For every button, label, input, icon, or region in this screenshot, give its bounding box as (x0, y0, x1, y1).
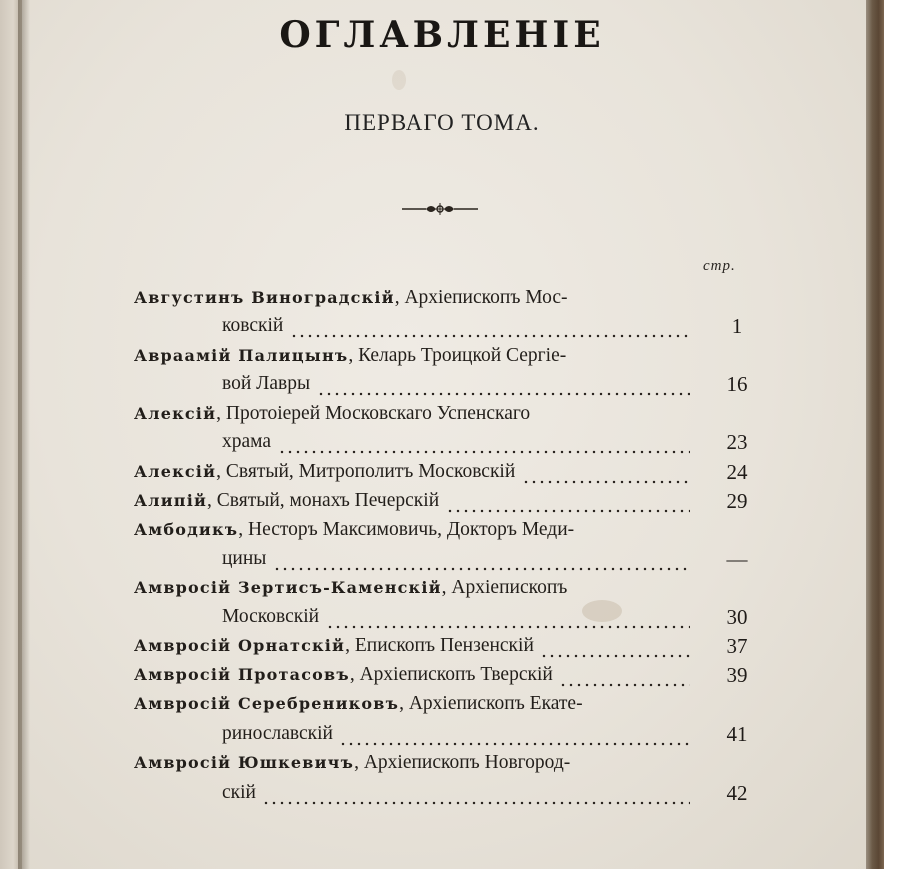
toc-entry-line (222, 721, 333, 747)
toc-entry-line (134, 343, 566, 369)
dot-leader (317, 375, 690, 401)
dot-leader (339, 725, 690, 751)
toc-entry-line (134, 750, 570, 776)
toc-entry-line (134, 488, 439, 514)
toc-entry-text: ринославскій (222, 723, 333, 744)
toc-entry-name: Амвросій Серебрениковъ (134, 694, 400, 713)
toc-entry-line (222, 780, 256, 806)
toc-entry-text: , Архіепископъ Тверскій (349, 664, 553, 685)
toc-entry-text: храма (222, 431, 272, 452)
toc-page-number: 39 (726, 663, 748, 687)
toc-page-number: 24 (726, 460, 748, 484)
toc-entry-text: скій (222, 782, 256, 803)
toc-entry-text: , Святый, монахъ Печерскій (207, 490, 440, 511)
dot-leader (262, 784, 690, 810)
toc-entry-name: Амвросій Юшкевичъ (134, 753, 355, 772)
toc-entry-name: Амвросій Протасовъ (134, 665, 350, 684)
dot-leader (446, 492, 690, 518)
toc-entry-line (134, 691, 583, 717)
toc-entry-text: , Архіепископъ Новгород- (354, 752, 571, 773)
toc-entry-line (222, 429, 271, 455)
toc-entry-name: Амвросій Зертисъ-Каменскій (134, 578, 442, 597)
toc-page-number: 41 (726, 722, 748, 746)
dot-leader (540, 637, 690, 663)
toc-entry-name: Авраамій Палицынъ (134, 346, 349, 365)
page-title: ОГЛАВЛЕНІЕ (279, 14, 605, 56)
toc-entry-name: Алексій (134, 462, 217, 481)
toc-entry-line (134, 662, 553, 688)
toc-entry-line (222, 604, 319, 630)
page-column-header: стр. (703, 258, 736, 274)
toc-entry-name: Алексій (134, 404, 217, 423)
toc-entry-line (222, 546, 266, 572)
toc-entry-text: , Келарь Троицкой Сергіе- (348, 345, 567, 366)
toc-entry-line (222, 371, 310, 397)
toc-page-number: — (726, 547, 748, 571)
dot-leader (273, 550, 690, 576)
toc-entry-text: , Епископъ Пензенскій (345, 635, 534, 656)
toc-entry-name: Амвросій Орнатскій (134, 636, 346, 655)
dot-leader (559, 666, 690, 692)
toc-entry-line (134, 401, 530, 427)
toc-entry-text: , Протоіерей Московскаго Успенскаго (216, 403, 531, 424)
toc-entry-text: , Святый, Митрополитъ Московскій (216, 461, 516, 482)
dot-leader (290, 317, 690, 343)
toc-entry-text: , Архіепископъ Мос- (394, 287, 568, 308)
toc-entry-line (134, 285, 568, 311)
toc-entry-line (134, 517, 574, 543)
toc-entry-text: , Архіепископъ (441, 577, 568, 598)
toc-page-number: 1 (731, 314, 743, 338)
background (884, 0, 900, 869)
toc-entry-line (222, 313, 283, 339)
toc-entry-text: вой Лавры (222, 373, 311, 394)
toc-page-number: 16 (726, 372, 748, 396)
dot-leader (278, 433, 690, 459)
toc-entry-name: Августинъ Виноградскій (134, 288, 395, 307)
toc-page-number: 30 (726, 605, 748, 629)
toc-entry-line (134, 459, 515, 485)
toc-entry-text: , Несторъ Максимовичь, Докторъ Меди- (238, 519, 575, 540)
toc-entry-text: ковскій (222, 315, 284, 336)
page-subtitle: ПЕРВАГО ТОМА. (344, 110, 540, 135)
toc-entry-text: цины (222, 548, 267, 569)
toc-entry-line (134, 575, 567, 601)
toc-page-number: 37 (726, 634, 748, 658)
toc-entry-line (134, 633, 534, 659)
dot-leader (522, 463, 690, 489)
toc-entry-text: , Архіепископъ Екате- (399, 693, 583, 714)
toc-page-number: 42 (726, 781, 748, 805)
toc-entry-name: Алипій (134, 491, 208, 510)
toc-entry-text: Московскій (222, 606, 320, 627)
toc-entry-name: Амбодикъ (134, 520, 239, 539)
ornament-icon (400, 201, 480, 217)
toc-page-number: 23 (726, 430, 748, 454)
dot-leader (326, 608, 690, 634)
paper-stain (392, 70, 406, 90)
toc-page-number: 29 (726, 489, 748, 513)
